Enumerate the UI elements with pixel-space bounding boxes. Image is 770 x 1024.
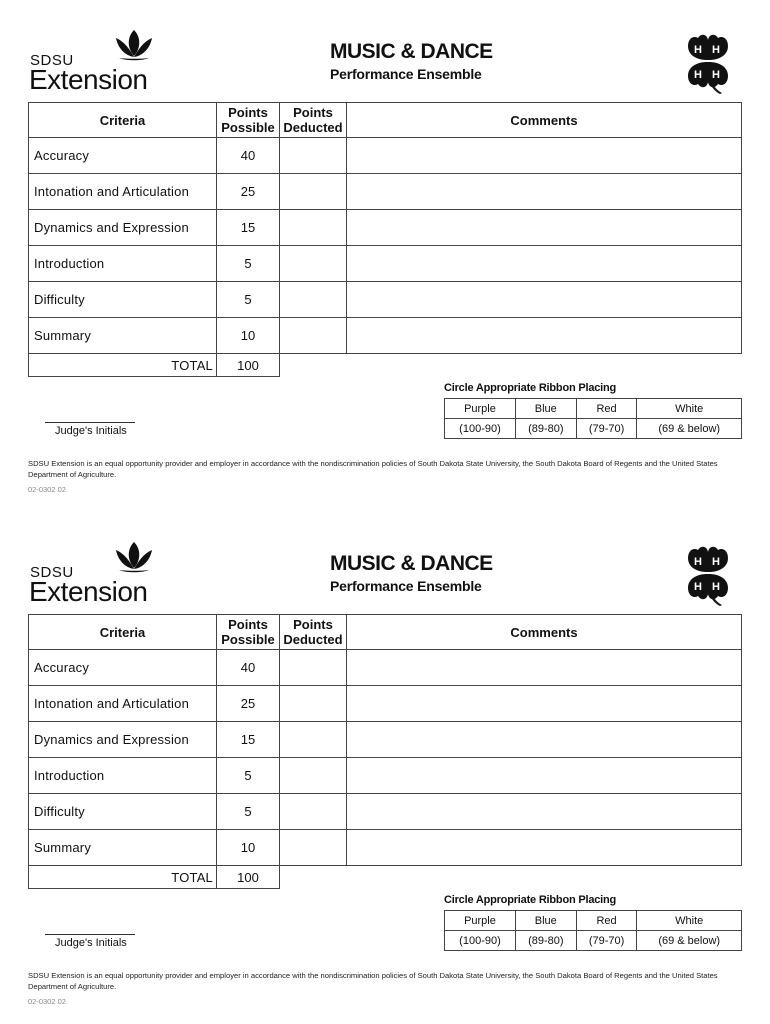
ribbon-color-red[interactable]: Red <box>576 911 637 931</box>
comments-field[interactable] <box>347 686 742 722</box>
form-subtitle: Performance Ensemble <box>330 578 482 594</box>
comments-field[interactable] <box>347 722 742 758</box>
comments-field[interactable] <box>347 138 742 174</box>
criteria-label: Summary <box>29 318 217 354</box>
disclaimer: SDSU Extension is an equal opportunity provider and employer in accordance with the nondiscrimination policies of South Dakota State University, the South Dakota Board of Regents and the United States Department of Agriculture. <box>28 459 718 479</box>
points-possible: 5 <box>217 246 280 282</box>
table-row <box>29 138 742 174</box>
points-possible: 10 <box>217 318 280 354</box>
total-points: 100 <box>217 354 280 377</box>
points-deducted-field[interactable] <box>280 138 347 174</box>
points-possible: 15 <box>217 722 280 758</box>
judge-initials-label: Judge's Initials <box>55 937 127 949</box>
comments-field[interactable] <box>347 246 742 282</box>
form-title: MUSIC & DANCE <box>330 552 493 575</box>
svg-text:H: H <box>712 44 720 56</box>
criteria-header: Criteria <box>29 103 217 138</box>
ribbon-color-purple[interactable]: Purple <box>445 399 516 419</box>
points-deducted-header: Points Deducted <box>280 103 347 138</box>
ribbon-range-blue: (89-80) <box>515 931 576 951</box>
table-row <box>29 686 742 722</box>
judging-form-bottom <box>0 512 770 1024</box>
points-deducted-field[interactable] <box>280 210 347 246</box>
comments-header: Comments <box>347 615 742 650</box>
table-row <box>29 318 742 354</box>
table-row <box>29 210 742 246</box>
sdsu-extension-logo <box>29 28 160 95</box>
points-possible: 25 <box>217 686 280 722</box>
form-code: 02-0302 02 <box>28 997 66 1006</box>
form-title: MUSIC & DANCE <box>330 40 493 63</box>
ribbon-table <box>444 398 742 439</box>
ribbon-range-blue: (89-80) <box>515 419 576 439</box>
comments-field[interactable] <box>347 174 742 210</box>
points-possible-header: Points Possible <box>217 103 280 138</box>
comments-field[interactable] <box>347 830 742 866</box>
logo-sdsu-text: SDSU <box>30 52 74 69</box>
table-row <box>29 758 742 794</box>
ribbon-color-blue[interactable]: Blue <box>515 399 576 419</box>
comments-field[interactable] <box>347 282 742 318</box>
svg-text:H: H <box>712 556 720 568</box>
svg-text:H: H <box>694 581 702 593</box>
table-row <box>29 722 742 758</box>
ribbon-range-white: (69 & below) <box>637 419 742 439</box>
total-label: TOTAL <box>29 866 217 889</box>
criteria-table <box>28 614 742 889</box>
form-subtitle: Performance Ensemble <box>330 66 482 82</box>
ribbon-color-white[interactable]: White <box>637 399 742 419</box>
points-deducted-field[interactable] <box>280 650 347 686</box>
points-possible: 5 <box>217 758 280 794</box>
ribbon-range-red: (79-70) <box>576 419 637 439</box>
total-row <box>29 866 742 889</box>
4h-clover-icon <box>676 30 740 94</box>
ribbon-range-purple: (100-90) <box>445 419 516 439</box>
criteria-label: Dynamics and Expression <box>29 722 217 758</box>
judge-initials-line[interactable] <box>45 934 135 935</box>
ribbon-range-white: (69 & below) <box>637 931 742 951</box>
ribbon-color-blue[interactable]: Blue <box>515 911 576 931</box>
criteria-label: Dynamics and Expression <box>29 210 217 246</box>
criteria-label: Intonation and Articulation <box>29 686 217 722</box>
points-possible: 40 <box>217 650 280 686</box>
ribbon-range-red: (79-70) <box>576 931 637 951</box>
judge-initials-line[interactable] <box>45 422 135 423</box>
comments-field[interactable] <box>347 650 742 686</box>
criteria-label: Difficulty <box>29 794 217 830</box>
points-possible-header: Points Possible <box>217 615 280 650</box>
comments-field[interactable] <box>347 210 742 246</box>
sdsu-extension-logo <box>29 540 160 607</box>
total-label: TOTAL <box>29 354 217 377</box>
flower-icon <box>114 28 154 64</box>
table-row <box>29 174 742 210</box>
judge-initials-label: Judge's Initials <box>55 425 127 437</box>
table-row <box>29 650 742 686</box>
points-possible: 10 <box>217 830 280 866</box>
points-possible: 25 <box>217 174 280 210</box>
points-deducted-field[interactable] <box>280 758 347 794</box>
svg-text:H: H <box>712 581 720 593</box>
criteria-label: Summary <box>29 830 217 866</box>
svg-text:H: H <box>694 44 702 56</box>
comments-field[interactable] <box>347 794 742 830</box>
points-deducted-field[interactable] <box>280 686 347 722</box>
ribbon-table <box>444 910 742 951</box>
table-row <box>29 282 742 318</box>
criteria-label: Difficulty <box>29 282 217 318</box>
total-row <box>29 354 742 377</box>
ribbon-title: Circle Appropriate Ribbon Placing <box>444 894 617 906</box>
criteria-label: Introduction <box>29 758 217 794</box>
points-possible: 5 <box>217 794 280 830</box>
points-deducted-field[interactable] <box>280 794 347 830</box>
criteria-label: Intonation and Articulation <box>29 174 217 210</box>
criteria-table <box>28 102 742 377</box>
table-row <box>29 794 742 830</box>
logo-sdsu-text: SDSU <box>30 564 74 581</box>
ribbon-color-red[interactable]: Red <box>576 399 637 419</box>
4h-clover-icon <box>676 542 740 606</box>
criteria-header: Criteria <box>29 615 217 650</box>
svg-text:H: H <box>694 556 702 568</box>
criteria-label: Accuracy <box>29 138 217 174</box>
table-row <box>29 830 742 866</box>
points-deducted-field[interactable] <box>280 282 347 318</box>
logo-extension-text: Extension <box>29 64 148 95</box>
points-deducted-header: Points Deducted <box>280 615 347 650</box>
flower-icon <box>114 540 154 576</box>
ribbon-range-purple: (100-90) <box>445 931 516 951</box>
points-possible: 15 <box>217 210 280 246</box>
points-deducted-field[interactable] <box>280 318 347 354</box>
comments-field[interactable] <box>347 318 742 354</box>
ribbon-color-white[interactable]: White <box>637 911 742 931</box>
form-code: 02-0302 02 <box>28 485 66 494</box>
logo-extension-text: Extension <box>29 576 148 607</box>
points-deducted-field[interactable] <box>280 722 347 758</box>
points-possible: 5 <box>217 282 280 318</box>
table-row <box>29 246 742 282</box>
total-points: 100 <box>217 866 280 889</box>
comments-header: Comments <box>347 103 742 138</box>
svg-text:H: H <box>694 69 702 81</box>
criteria-label: Introduction <box>29 246 217 282</box>
points-possible: 40 <box>217 138 280 174</box>
criteria-label: Accuracy <box>29 650 217 686</box>
disclaimer: SDSU Extension is an equal opportunity provider and employer in accordance with the nondiscrimination policies of South Dakota State University, the South Dakota Board of Regents and the United States Department of Agriculture. <box>28 971 718 991</box>
svg-text:H: H <box>712 69 720 81</box>
points-deducted-field[interactable] <box>280 830 347 866</box>
points-deducted-field[interactable] <box>280 174 347 210</box>
ribbon-color-purple[interactable]: Purple <box>445 911 516 931</box>
comments-field[interactable] <box>347 758 742 794</box>
points-deducted-field[interactable] <box>280 246 347 282</box>
ribbon-title: Circle Appropriate Ribbon Placing <box>444 382 617 394</box>
